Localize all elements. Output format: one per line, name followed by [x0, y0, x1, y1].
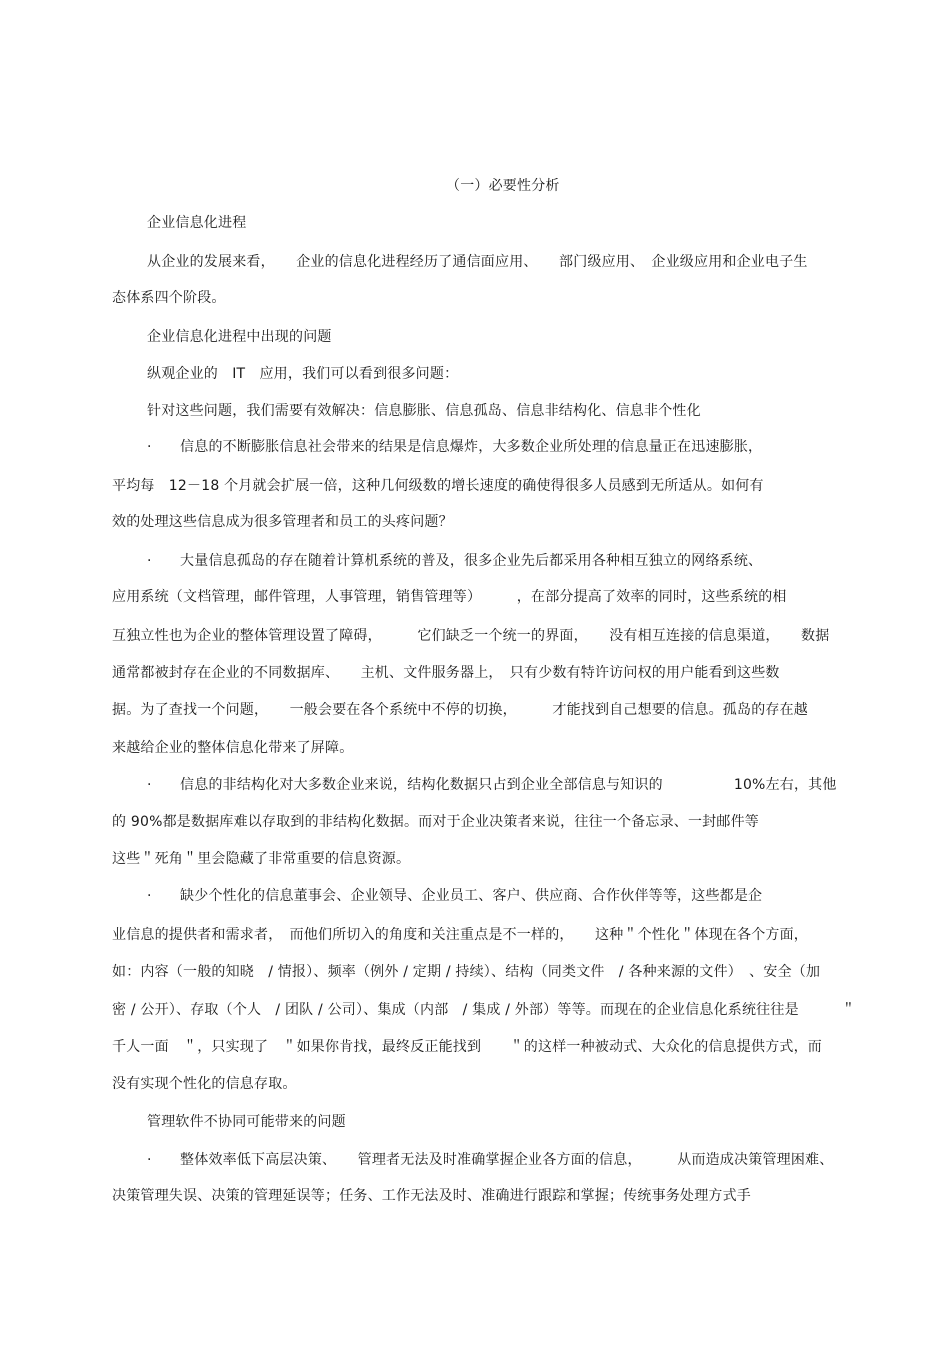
- paragraph-line: 来越给企业的整体信息化带来了屏障。: [112, 740, 354, 756]
- subheading: 企业信息化进程: [147, 215, 247, 231]
- paragraph-line: 平均每 12－18 个月就会扩展一倍，这种几何级数的增长速度的确使得很多人员感到无所适从。如何有: [112, 478, 764, 494]
- paragraph-line: 密 / 公开）、存取（个人 / 团队 / 公司）、集成（内部 / 集成 / 外部）等等。而现在的企业信息化系统往往是 ＂: [112, 1002, 856, 1018]
- paragraph-line: 这些＂死角＂里会隐藏了非常重要的信息资源。: [112, 851, 411, 867]
- bullet-line: · 大量信息孤岛的存在随着计算机系统的普及，很多企业先后都采用各种相互独立的网络系统、: [147, 553, 763, 569]
- paragraph-line: 千人一面 ＂，只实现了 ＂如果你肯找，最终反正能找到 ＂的这样一种被动式、大众化的信息提供方式，而: [112, 1039, 822, 1055]
- bullet-line: · 整体效率低下高层决策、 管理者无法及时准确掌握企业各方面的信息， 从而造成决策管理困难、: [147, 1152, 834, 1168]
- paragraph-line: 互独立性也为企业的整体管理设置了障碍， 它们缺乏一个统一的界面， 没有相互连接的信息渠道， 数据: [112, 628, 830, 644]
- paragraph-line: 通常都被封存在企业的不同数据库、 主机、文件服务器上， 只有少数有特许访问权的用户能看到这些数: [112, 665, 780, 681]
- paragraph-line: 纵观企业的 IT 应用，我们可以看到很多问题：: [147, 366, 459, 382]
- bullet-line: · 缺少个性化的信息董事会、企业领导、企业员工、客户、供应商、合作伙伴等等，这些都是企: [147, 888, 763, 904]
- paragraph-line: 应用系统（文档管理，邮件管理，人事管理，销售管理等） ，在部分提高了效率的同时，这些系统的相: [112, 589, 787, 605]
- paragraph-line: 决策管理失误、决策的管理延误等；任务、工作无法及时、准确进行跟踪和掌握；传统事务处理方式手: [112, 1188, 751, 1204]
- subheading: 管理软件不协同可能带来的问题: [147, 1114, 346, 1130]
- paragraph-line: 效的处理这些信息成为很多管理者和员工的头疼问题？: [112, 514, 453, 530]
- paragraph-line: 态体系四个阶段。: [112, 290, 226, 306]
- paragraph-line: 针对这些问题，我们需要有效解决：信息膨胀、信息孤岛、信息非结构化、信息非个性化: [147, 403, 701, 419]
- paragraph-line: 据。为了查找一个问题， 一般会要在各个系统中不停的切换， 才能找到自己想要的信息。孤岛的存在越: [112, 702, 808, 718]
- subheading: 企业信息化进程中出现的问题: [147, 329, 332, 345]
- section-title: （一）必要性分析: [446, 178, 560, 194]
- paragraph-line: 从企业的发展来看， 企业的信息化进程经历了通信面应用、 部门级应用、 企业级应用和企业电子生: [147, 254, 808, 270]
- bullet-line: · 信息的非结构化对大多数企业来说，结构化数据只占到企业全部信息与知识的 10%左右，其他: [147, 777, 837, 793]
- paragraph-line: 的 90%都是数据库难以存取到的非结构化数据。而对于企业决策者来说，往往一个备忘录、一封邮件等: [112, 814, 759, 830]
- paragraph-line: 没有实现个性化的信息存取。: [112, 1076, 297, 1092]
- paragraph-line: 如：内容（一般的知晓 / 情报）、频率（例外 / 定期 / 持续）、结构（同类文件 / 各种来源的文件） 、安全（加: [112, 964, 821, 980]
- bullet-line: · 信息的不断膨胀信息社会带来的结果是信息爆炸，大多数企业所处理的信息量正在迅速膨胀，: [147, 439, 763, 455]
- paragraph-line: 业信息的提供者和需求者， 而他们所切入的角度和关注重点是不一样的， 这种＂个性化＂体现在各个方面，: [112, 927, 808, 943]
